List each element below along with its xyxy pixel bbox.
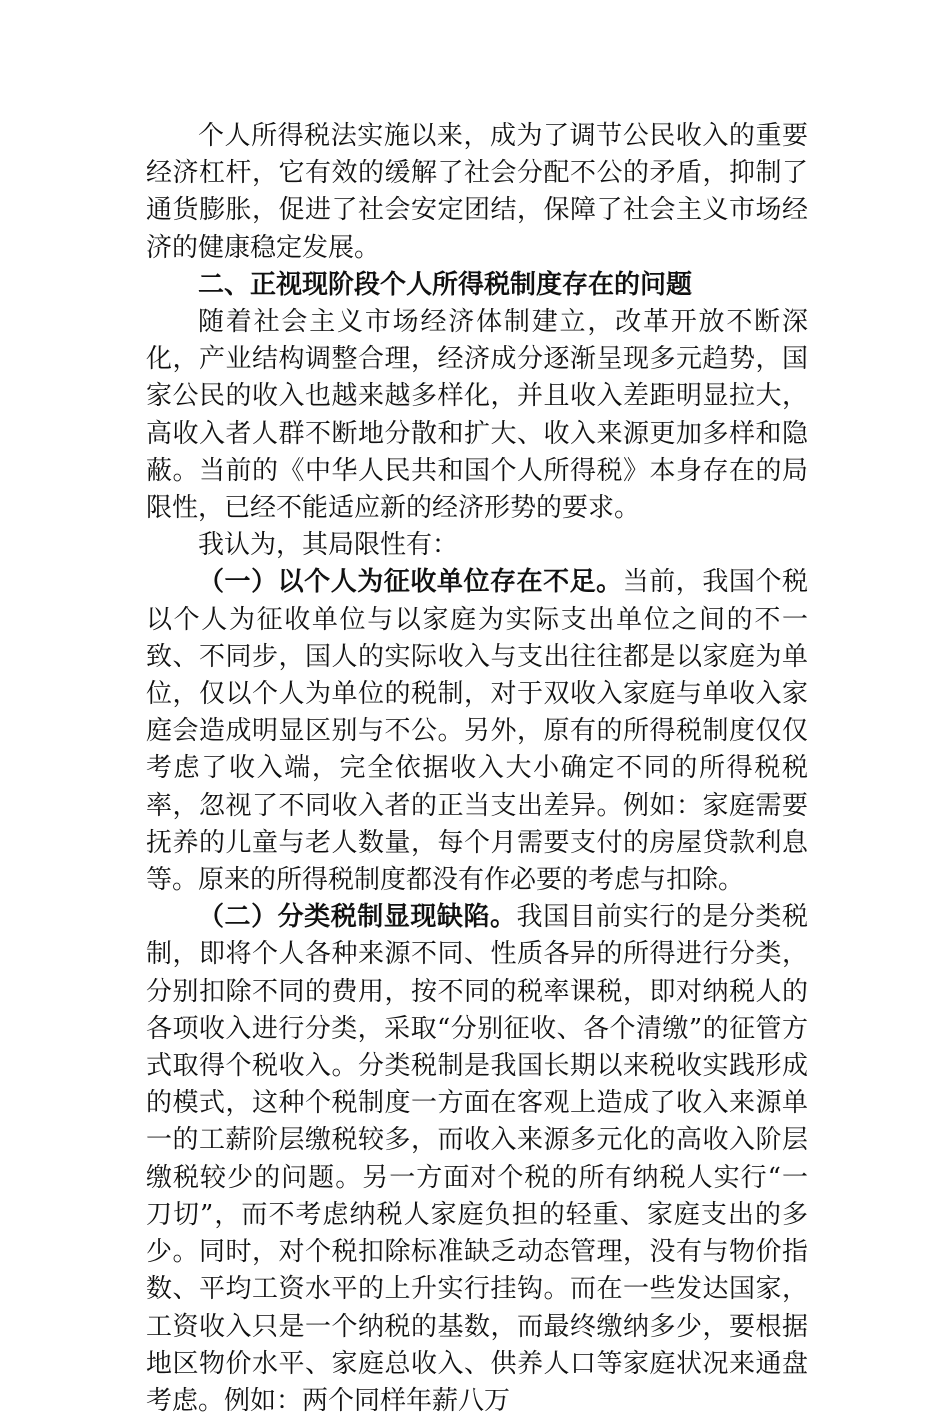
paragraph-limitations-intro: 我认为，其局限性有： [198,530,459,561]
subheading-individual-unit: （一）以个人为征收单位存在不足。 [198,567,623,598]
document-page [146,118,808,1420]
paragraph-classified-tax-body: 我国目前实行的是分类税制，即将个人各种来源不同、性质各异的所得进行分类，分别扣除不同的费用，按不同的税率课税，即对纳税人的各项收入进行分类，采取“分别征收、各个清缴”的征管方式取得个税收入。分类税制是我国长期以来税收实践形成的模式，这种个税制度一方面在客观上造成了收入来源单一的工薪阶层缴税较多，而收入来源多元化的高收入阶层缴税较少的问题。另一方面对个税的所有纳税人实行“一刀切”，而不考虑纳税人家庭负担的轻重、家庭支出的多少。同时，对个税扣除标准缺乏动态管理，没有与物价指数、平均工资水平的上升实行挂钩。而在一些发达国家，工资收入只是一个纳税的基数，而最终缴纳多少，要根据地区物价水平、家庭总收入、供养人口等家庭状况来通盘考虑。例如：两个同样年薪八万 [146,902,808,1416]
paragraph-intro-effects: 个人所得税法实施以来，成为了调节公民收入的重要经济杠杆，它有效的缓解了社会分配不公的矛盾，抑制了通货膨胀，促进了社会安定团结，保障了社会主义市场经济的健康稳定发展。 [146,121,808,263]
paragraph-individual-unit-body: 当前，我国个税以个人为征收单位与以家庭为实际支出单位之间的不一致、不同步，国人的实际收入与支出往往都是以家庭为单位，仅以个人为单位的税制，对于双收入家庭与单收入家庭会造成明显区别与不公。另外，原有的所得税制度仅仅考虑了收入端，完全依据收入大小确定不同的所得税税率，忽视了不同收入者的正当支出差异。例如：家庭需要抚养的儿童与老人数量，每个月需要支付的房屋贷款利息等。原来的所得税制度都没有作必要的考虑与扣除。 [146,567,808,896]
paragraph-market-economy: 随着社会主义市场经济体制建立，改革开放不断深化，产业结构调整合理，经济成分逐渐呈现多元趋势，国家公民的收入也越来越多样化，并且收入差距明显拉大，高收入者人群不断地分散和扩大、收入来源更加多样和隐蔽。当前的《中华人民共和国个人所得税》本身存在的局限性，已经不能适应新的经济形势的要求。 [146,307,808,524]
subheading-classified-tax: （二）分类税制显现缺陷。 [198,902,517,933]
paragraph-individual-unit [146,564,808,899]
paragraph-classified-tax [146,899,808,1420]
section-heading-2: 二、正视现阶段个人所得税制度存在的问题 [198,269,693,300]
